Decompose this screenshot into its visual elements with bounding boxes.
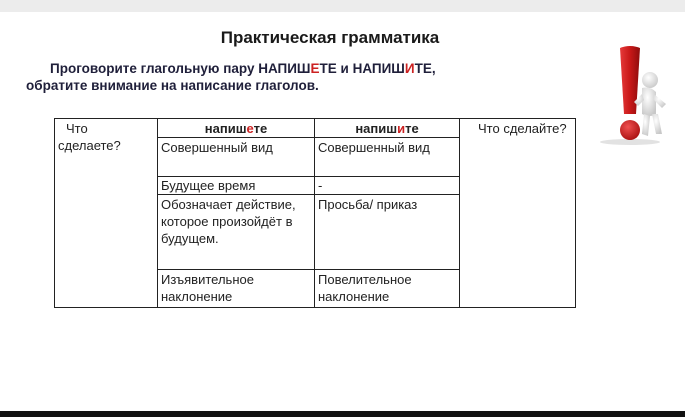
col2-header: напишите bbox=[355, 121, 419, 136]
instruction-line-1: Проговорите глагольную пару НАПИШЕТЕ и НАПИШИТЕ, bbox=[50, 61, 436, 76]
instruction-text bbox=[26, 60, 586, 94]
row4-col1: Изъявительное наклонение bbox=[161, 272, 254, 304]
table-divider-v1 bbox=[157, 118, 158, 308]
table-divider-h3 bbox=[157, 194, 460, 195]
table-divider-h1 bbox=[157, 137, 460, 138]
page-title: Практическая грамматика bbox=[220, 28, 440, 47]
table-border-right bbox=[575, 118, 576, 308]
table-border-top bbox=[54, 118, 576, 119]
row1-col1: Совершенный вид bbox=[161, 140, 273, 155]
table-divider-h4 bbox=[157, 269, 460, 270]
table-border-left bbox=[54, 118, 55, 308]
col1-header: напишете bbox=[204, 121, 268, 136]
exclamation-figure-icon bbox=[598, 44, 676, 148]
row1-col2: Совершенный вид bbox=[318, 140, 430, 155]
left-question: Что сделаете? bbox=[58, 121, 121, 153]
row2-col1: Будущее время bbox=[161, 178, 256, 193]
top-strip bbox=[0, 0, 685, 12]
row4-col2: Повелительное наклонение bbox=[318, 272, 412, 304]
table-divider-v2 bbox=[314, 118, 315, 308]
table-divider-v3 bbox=[459, 118, 460, 308]
row2-col2: - bbox=[318, 178, 323, 193]
right-question: Что сделайте? bbox=[478, 121, 567, 136]
table-border-bottom bbox=[54, 307, 576, 308]
bottom-bar bbox=[0, 411, 685, 417]
row3-col2: Просьба/ приказ bbox=[318, 197, 418, 212]
instruction-line-2: обратите внимание на написание глаголов. bbox=[26, 78, 319, 93]
row3-col1: Обозначает действие, которое произойдёт в будущем. bbox=[161, 197, 296, 246]
